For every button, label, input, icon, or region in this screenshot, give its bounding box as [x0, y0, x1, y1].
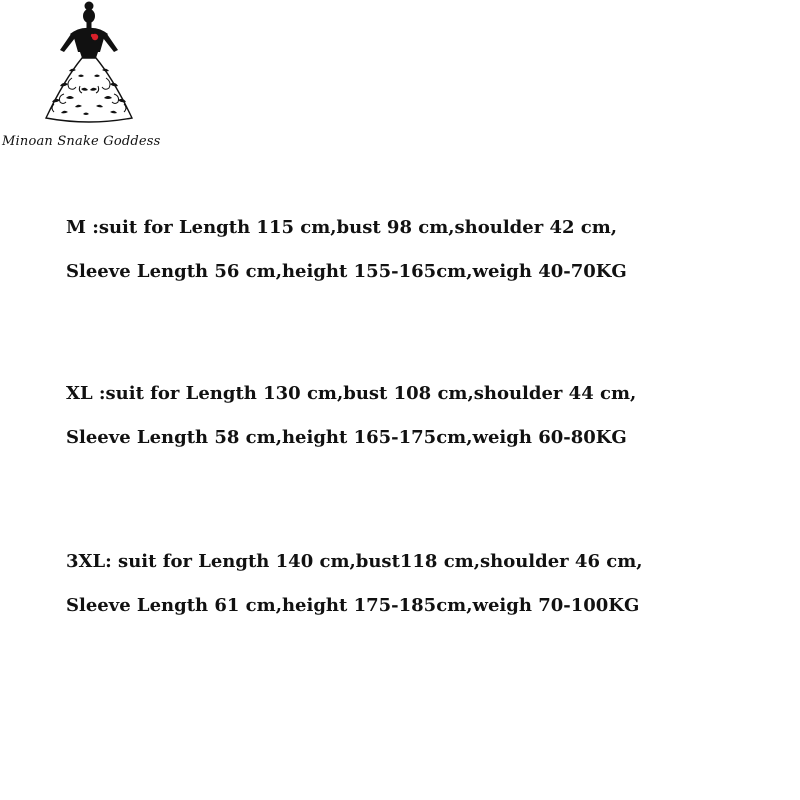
size-spec-line: 3XL: suit for Length 140 cm,bust118 cm,shoulder 46 cm,: [66, 551, 643, 572]
size-spec-line: XL :suit for Length 130 cm,bust 108 cm,shoulder 44 cm,: [66, 383, 637, 404]
size-spec-line: Sleeve Length 61 cm,height 175-185cm,weigh 70-100KG: [66, 595, 640, 616]
size-spec-xl: [66, 372, 636, 460]
brand-name: Minoan Snake Goddess: [2, 134, 161, 149]
size-spec-line: M :suit for Length 115 cm,bust 98 cm,shoulder 42 cm,: [66, 217, 618, 238]
goddess-silhouette-icon: [24, 0, 154, 130]
size-spec-3xl: [66, 540, 643, 628]
size-spec-m: [66, 206, 627, 294]
brand-logo: [0, 0, 180, 160]
size-spec-line: Sleeve Length 56 cm,height 155-165cm,weigh 40-70KG: [66, 261, 627, 282]
size-spec-line: Sleeve Length 58 cm,height 165-175cm,weigh 60-80KG: [66, 427, 627, 448]
